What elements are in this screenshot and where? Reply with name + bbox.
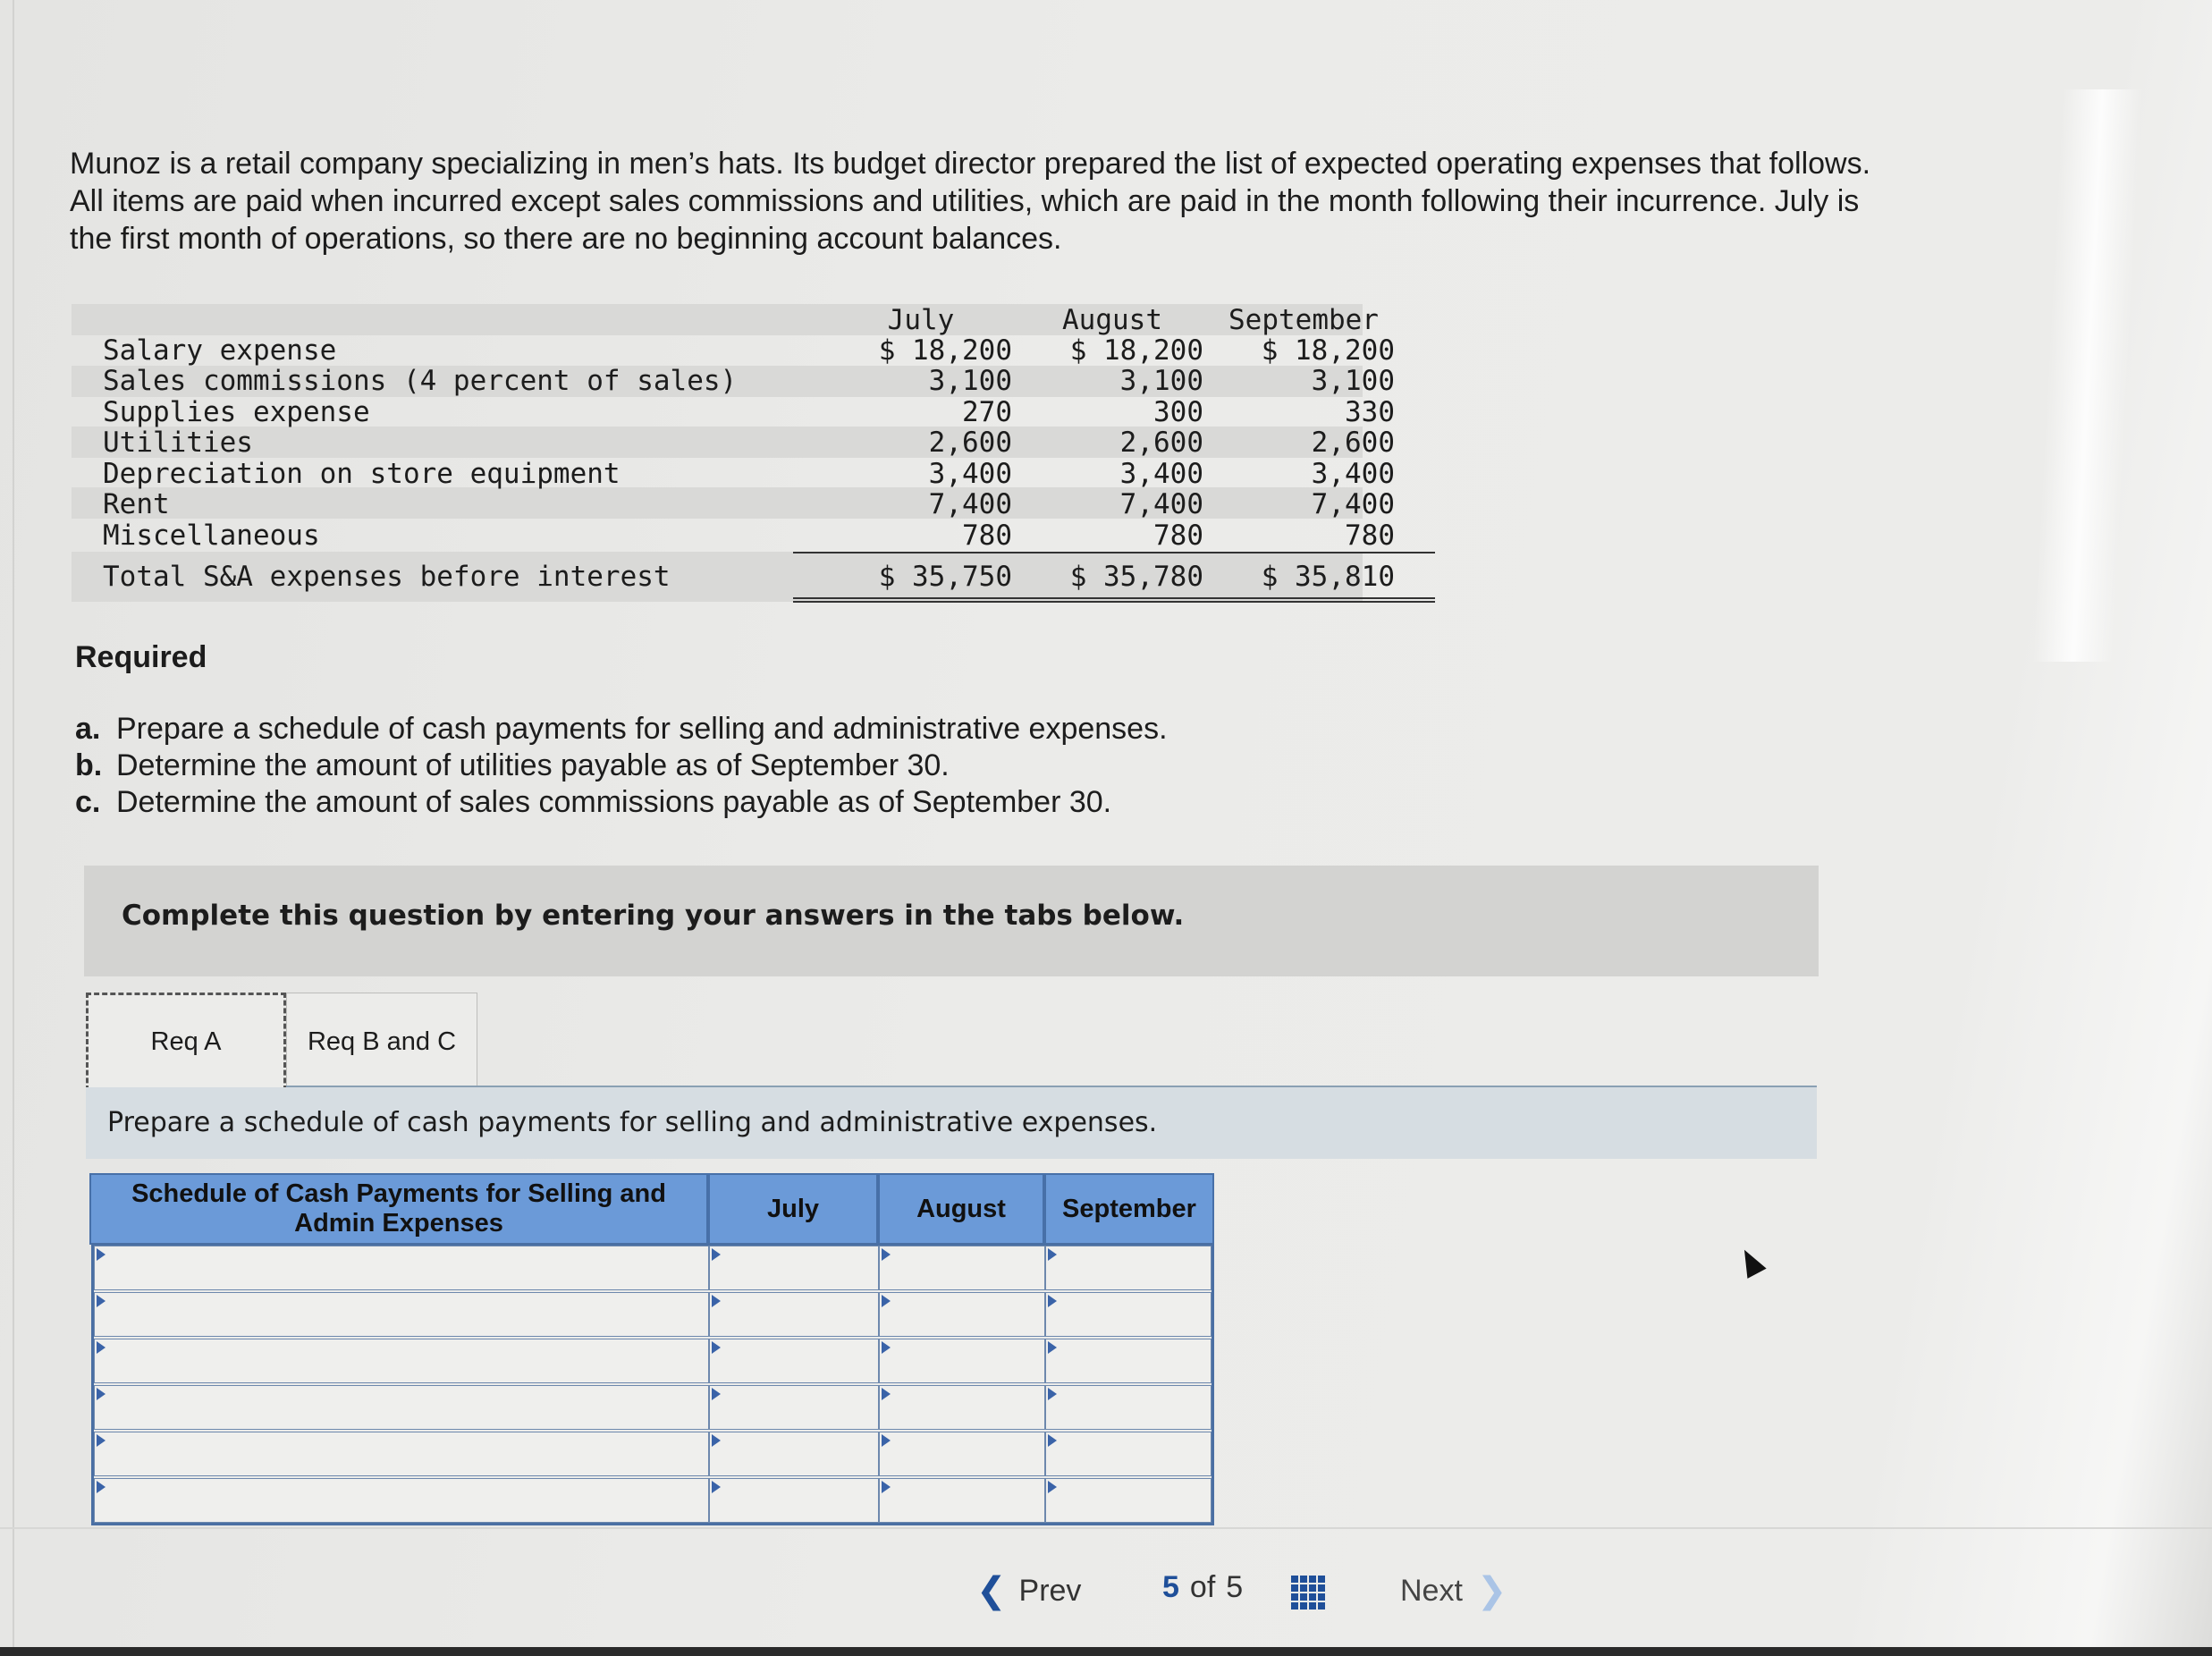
july-value: 780: [962, 520, 1012, 552]
expense-row: [72, 334, 1395, 367]
september-value: 330: [1345, 396, 1395, 428]
expense-row: [72, 427, 1395, 459]
requirement-letter: c.: [75, 785, 101, 819]
expense-table: [72, 304, 1395, 604]
tab-label: Req B and C: [307, 1027, 457, 1056]
september-value: 3,400: [1311, 458, 1395, 490]
page-indicator: [1162, 1570, 1243, 1605]
requirement-item: [75, 711, 1168, 748]
instruction-text: Complete this question by entering your answers in the tabs below.: [122, 900, 1185, 932]
august-value: 780: [1153, 520, 1203, 552]
header-row: [72, 304, 1379, 336]
label-input[interactable]: [94, 1246, 709, 1290]
august-input[interactable]: [879, 1246, 1045, 1290]
schedule-title-line-1: Schedule of Cash Payments for Selling and: [131, 1179, 666, 1208]
schedule-grid: [91, 1243, 1214, 1525]
requirement-letter: b.: [75, 748, 103, 782]
july-input[interactable]: [709, 1478, 879, 1523]
grid-menu-icon[interactable]: [1291, 1576, 1325, 1610]
required-heading: Required: [75, 640, 207, 674]
requirement-item: [75, 784, 1168, 821]
requirements-list: [75, 711, 1168, 821]
expense-row: [72, 520, 1395, 552]
july-value: 270: [962, 396, 1012, 428]
july-input[interactable]: [709, 1339, 879, 1383]
july-input[interactable]: [709, 1292, 879, 1337]
current-page: 5: [1162, 1570, 1179, 1604]
requirement-text: Determine the amount of utilities payable as of September 30.: [116, 748, 950, 782]
july-input[interactable]: [709, 1246, 879, 1290]
july-input[interactable]: [709, 1432, 879, 1476]
august-value: 3,100: [1119, 365, 1203, 397]
total-label: Total S&A expenses before interest: [103, 561, 671, 593]
september-input[interactable]: [1045, 1385, 1212, 1430]
row-label: Miscellaneous: [103, 520, 320, 552]
prompt-band: [86, 1087, 1817, 1159]
label-input[interactable]: [94, 1385, 709, 1430]
intro-line-3: the first month of operations, so there are no beginning account balances.: [70, 222, 1062, 256]
prev-button[interactable]: [976, 1570, 1081, 1611]
expense-row: [72, 458, 1395, 490]
label-input[interactable]: [94, 1432, 709, 1476]
august-value: 3,400: [1119, 458, 1203, 490]
row-label: Utilities: [103, 427, 253, 459]
august-input[interactable]: [879, 1385, 1045, 1430]
july-value: 3,400: [928, 458, 1012, 490]
july-value: 3,100: [928, 365, 1012, 397]
problem-intro: [70, 145, 2037, 258]
schedule-row: [94, 1385, 1212, 1432]
total-double-rule: [793, 597, 1435, 603]
requirement-text: Prepare a schedule of cash payments for selling and administrative expenses.: [116, 712, 1168, 746]
july-value: 7,400: [928, 488, 1012, 520]
schedule-col-august: August: [878, 1173, 1044, 1245]
tab-label: Req A: [150, 1027, 222, 1056]
july-value: 2,600: [928, 427, 1012, 459]
august-input[interactable]: [879, 1339, 1045, 1383]
july-value: $ 18,200: [878, 334, 1012, 367]
schedule-row: [94, 1246, 1212, 1292]
september-value: $ 18,200: [1261, 334, 1395, 367]
september-input[interactable]: [1045, 1432, 1212, 1476]
schedule-title-line-2: Admin Expenses: [294, 1209, 503, 1238]
schedule-col-july: July: [708, 1173, 878, 1245]
tab-req-a[interactable]: [86, 993, 286, 1091]
intro-line-2: All items are paid when incurred except sales commissions and utilities, which are paid in the month following their incurrence. July is: [70, 184, 1860, 218]
expense-row: [72, 488, 1395, 520]
prompt-text: Prepare a schedule of cash payments for selling and administrative expenses.: [107, 1107, 1158, 1138]
instruction-box: [84, 866, 1819, 976]
total-row: [72, 561, 1395, 593]
row-label: Rent: [103, 488, 170, 520]
august-value: $ 18,200: [1069, 334, 1203, 367]
september-input[interactable]: [1045, 1292, 1212, 1337]
expense-row: [72, 396, 1395, 428]
september-value: 7,400: [1311, 488, 1395, 520]
schedule-title-header: [89, 1173, 708, 1245]
intro-line-1: Munoz is a retail company specializing in men’s hats. Its budget director prepared the list of expected operating expenses that follows.: [70, 147, 1871, 181]
september-total: $ 35,810: [1261, 561, 1395, 593]
september-input[interactable]: [1045, 1478, 1212, 1523]
schedule-title: [131, 1179, 666, 1238]
schedule-row: [94, 1478, 1212, 1525]
august-input[interactable]: [879, 1478, 1045, 1523]
label-input[interactable]: [94, 1339, 709, 1383]
july-input[interactable]: [709, 1385, 879, 1430]
chevron-right-icon: ❯: [1476, 1571, 1507, 1610]
subtotal-rule: [793, 552, 1435, 553]
september-value: 2,600: [1311, 427, 1395, 459]
august-input[interactable]: [879, 1292, 1045, 1337]
row-label: Supplies expense: [103, 396, 370, 428]
september-input[interactable]: [1045, 1339, 1212, 1383]
september-value: 3,100: [1311, 365, 1395, 397]
schedule-row: [94, 1339, 1212, 1385]
august-total: $ 35,780: [1069, 561, 1203, 593]
august-value: 2,600: [1119, 427, 1203, 459]
row-label: Sales commissions (4 percent of sales): [103, 365, 738, 397]
of-label: of: [1189, 1570, 1216, 1604]
next-label: Next: [1400, 1573, 1463, 1608]
chevron-left-icon: ❮: [976, 1571, 1007, 1610]
col-header-august: August: [1062, 304, 1162, 336]
row-label: Salary expense: [103, 334, 337, 367]
next-button[interactable]: [1400, 1570, 1507, 1611]
september-input[interactable]: [1045, 1246, 1212, 1290]
august-value: 300: [1153, 396, 1203, 428]
label-input[interactable]: [94, 1292, 709, 1337]
requirement-text: Determine the amount of sales commissions payable as of September 30.: [116, 785, 1112, 819]
bottom-edge: [0, 1647, 2212, 1656]
footer-divider: [0, 1527, 2212, 1529]
september-value: 780: [1345, 520, 1395, 552]
schedule-row: [94, 1292, 1212, 1339]
expense-row: [72, 365, 1395, 397]
col-header-july: July: [887, 304, 955, 336]
schedule-row: [94, 1432, 1212, 1478]
left-edge: [0, 0, 14, 1656]
label-input[interactable]: [94, 1478, 709, 1523]
requirement-letter: a.: [75, 712, 101, 746]
row-label: Depreciation on store equipment: [103, 458, 621, 490]
august-input[interactable]: [879, 1432, 1045, 1476]
tab-req-b-and-c[interactable]: [286, 993, 477, 1091]
august-value: 7,400: [1119, 488, 1203, 520]
schedule-col-september: September: [1044, 1173, 1214, 1245]
total-pages: 5: [1226, 1570, 1244, 1604]
july-total: $ 35,750: [878, 561, 1012, 593]
requirement-item: [75, 748, 1168, 784]
prev-label: Prev: [1018, 1573, 1082, 1608]
col-header-september: September: [1228, 304, 1379, 336]
